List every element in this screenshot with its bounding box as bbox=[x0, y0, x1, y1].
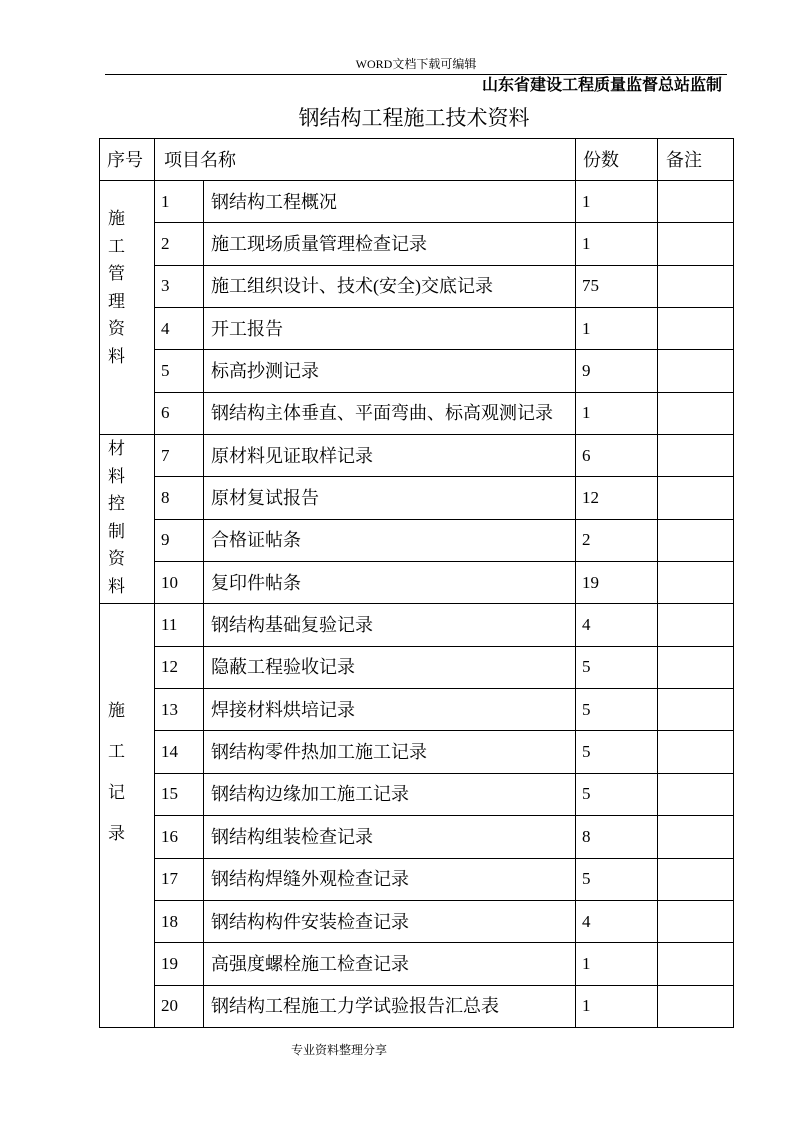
row-number: 9 bbox=[155, 519, 204, 561]
row-number: 19 bbox=[155, 943, 204, 985]
row-number: 6 bbox=[155, 392, 204, 434]
row-number: 16 bbox=[155, 816, 204, 858]
table-row bbox=[100, 985, 734, 1027]
table-row bbox=[100, 562, 734, 604]
category-label: 材料控制资料 bbox=[108, 439, 125, 596]
copy-count: 1 bbox=[576, 943, 658, 985]
row-number: 1 bbox=[155, 181, 204, 223]
category-label: 施工管理资料 bbox=[108, 209, 125, 366]
row-number: 15 bbox=[155, 773, 204, 815]
row-number: 5 bbox=[155, 350, 204, 392]
item-name: 钢结构主体垂直、平面弯曲、标高观测记录 bbox=[204, 392, 576, 434]
row-number: 7 bbox=[155, 435, 204, 477]
table-row bbox=[100, 350, 734, 392]
remark-cell bbox=[658, 816, 734, 858]
remark-cell bbox=[658, 858, 734, 900]
remark-cell bbox=[658, 435, 734, 477]
row-number: 20 bbox=[155, 985, 204, 1027]
row-number: 17 bbox=[155, 858, 204, 900]
table-row bbox=[100, 435, 734, 477]
copy-count: 1 bbox=[576, 392, 658, 434]
copy-count: 2 bbox=[576, 519, 658, 561]
copy-count: 5 bbox=[576, 858, 658, 900]
item-name: 合格证帖条 bbox=[204, 519, 576, 561]
remark-cell bbox=[658, 265, 734, 307]
remark-cell bbox=[658, 604, 734, 646]
remark-cell bbox=[658, 477, 734, 519]
remark-cell bbox=[658, 392, 734, 434]
remark-cell bbox=[658, 731, 734, 773]
table-row bbox=[100, 519, 734, 561]
remark-cell bbox=[658, 181, 734, 223]
table-row bbox=[100, 265, 734, 307]
document-table bbox=[99, 138, 734, 1028]
row-number: 14 bbox=[155, 731, 204, 773]
copy-count: 5 bbox=[576, 731, 658, 773]
remark-cell bbox=[658, 943, 734, 985]
item-name: 钢结构工程概况 bbox=[204, 181, 576, 223]
table-row bbox=[100, 816, 734, 858]
page-header-note: WORD文档下载可编辑 bbox=[355, 57, 477, 71]
item-name: 隐蔽工程验收记录 bbox=[204, 646, 576, 688]
copy-count: 75 bbox=[576, 265, 658, 307]
category-cell bbox=[100, 435, 155, 604]
remark-cell bbox=[658, 646, 734, 688]
item-name: 钢结构组装检查记录 bbox=[204, 816, 576, 858]
page-footer-note: 专业资料整理分享 bbox=[290, 1043, 387, 1057]
row-number: 18 bbox=[155, 900, 204, 942]
header-remark: 备注 bbox=[658, 139, 734, 181]
copy-count: 4 bbox=[576, 604, 658, 646]
copy-count: 1 bbox=[576, 181, 658, 223]
item-name: 复印件帖条 bbox=[204, 562, 576, 604]
item-name: 钢结构工程施工力学试验报告汇总表 bbox=[204, 985, 576, 1027]
table-row bbox=[100, 308, 734, 350]
copy-count: 4 bbox=[576, 900, 658, 942]
remark-cell bbox=[658, 350, 734, 392]
item-name: 原材复试报告 bbox=[204, 477, 576, 519]
copy-count: 5 bbox=[576, 689, 658, 731]
table-row bbox=[100, 689, 734, 731]
item-name: 施工组织设计、技术(安全)交底记录 bbox=[204, 265, 576, 307]
item-name: 开工报告 bbox=[204, 308, 576, 350]
item-name: 原材料见证取样记录 bbox=[204, 435, 576, 477]
copy-count: 19 bbox=[576, 562, 658, 604]
row-number: 2 bbox=[155, 223, 204, 265]
table-row bbox=[100, 181, 734, 223]
copy-count: 1 bbox=[576, 223, 658, 265]
item-name: 钢结构边缘加工施工记录 bbox=[204, 773, 576, 815]
item-name: 钢结构基础复验记录 bbox=[204, 604, 576, 646]
copy-count: 12 bbox=[576, 477, 658, 519]
table-row bbox=[100, 604, 734, 646]
table-row bbox=[100, 900, 734, 942]
category-label: 施工记录 bbox=[108, 701, 125, 844]
remark-cell bbox=[658, 308, 734, 350]
row-number: 10 bbox=[155, 562, 204, 604]
item-name: 施工现场质量管理检查记录 bbox=[204, 223, 576, 265]
header-seq: 序号 bbox=[100, 139, 155, 181]
table-row bbox=[100, 773, 734, 815]
table-row bbox=[100, 731, 734, 773]
remark-cell bbox=[658, 519, 734, 561]
item-name: 标高抄测记录 bbox=[204, 350, 576, 392]
category-cell bbox=[100, 181, 155, 435]
item-name: 高强度螺栓施工检查记录 bbox=[204, 943, 576, 985]
copy-count: 9 bbox=[576, 350, 658, 392]
table-row bbox=[100, 646, 734, 688]
copy-count: 1 bbox=[576, 985, 658, 1027]
copy-count: 6 bbox=[576, 435, 658, 477]
issuer-label: 山东省建设工程质量监督总站监制 bbox=[481, 75, 722, 94]
table-row bbox=[100, 392, 734, 434]
row-number: 8 bbox=[155, 477, 204, 519]
copy-count: 5 bbox=[576, 646, 658, 688]
remark-cell bbox=[658, 773, 734, 815]
row-number: 3 bbox=[155, 265, 204, 307]
remark-cell bbox=[658, 562, 734, 604]
remark-cell bbox=[658, 900, 734, 942]
document-title: 钢结构工程施工技术资料 bbox=[298, 106, 530, 130]
header-count: 份数 bbox=[576, 139, 658, 181]
item-name: 钢结构零件热加工施工记录 bbox=[204, 731, 576, 773]
row-number: 13 bbox=[155, 689, 204, 731]
item-name: 钢结构焊缝外观检查记录 bbox=[204, 858, 576, 900]
table-row bbox=[100, 943, 734, 985]
remark-cell bbox=[658, 689, 734, 731]
header-item-name: 项目名称 bbox=[155, 139, 576, 181]
row-number: 12 bbox=[155, 646, 204, 688]
remark-cell bbox=[658, 985, 734, 1027]
row-number: 4 bbox=[155, 308, 204, 350]
item-name: 钢结构构件安装检查记录 bbox=[204, 900, 576, 942]
remark-cell bbox=[658, 223, 734, 265]
table-row bbox=[100, 223, 734, 265]
table-row bbox=[100, 477, 734, 519]
item-name: 焊接材料烘培记录 bbox=[204, 689, 576, 731]
copy-count: 5 bbox=[576, 773, 658, 815]
table-header-row bbox=[100, 139, 734, 181]
copy-count: 8 bbox=[576, 816, 658, 858]
category-cell bbox=[100, 604, 155, 1027]
copy-count: 1 bbox=[576, 308, 658, 350]
row-number: 11 bbox=[155, 604, 204, 646]
table-row bbox=[100, 858, 734, 900]
